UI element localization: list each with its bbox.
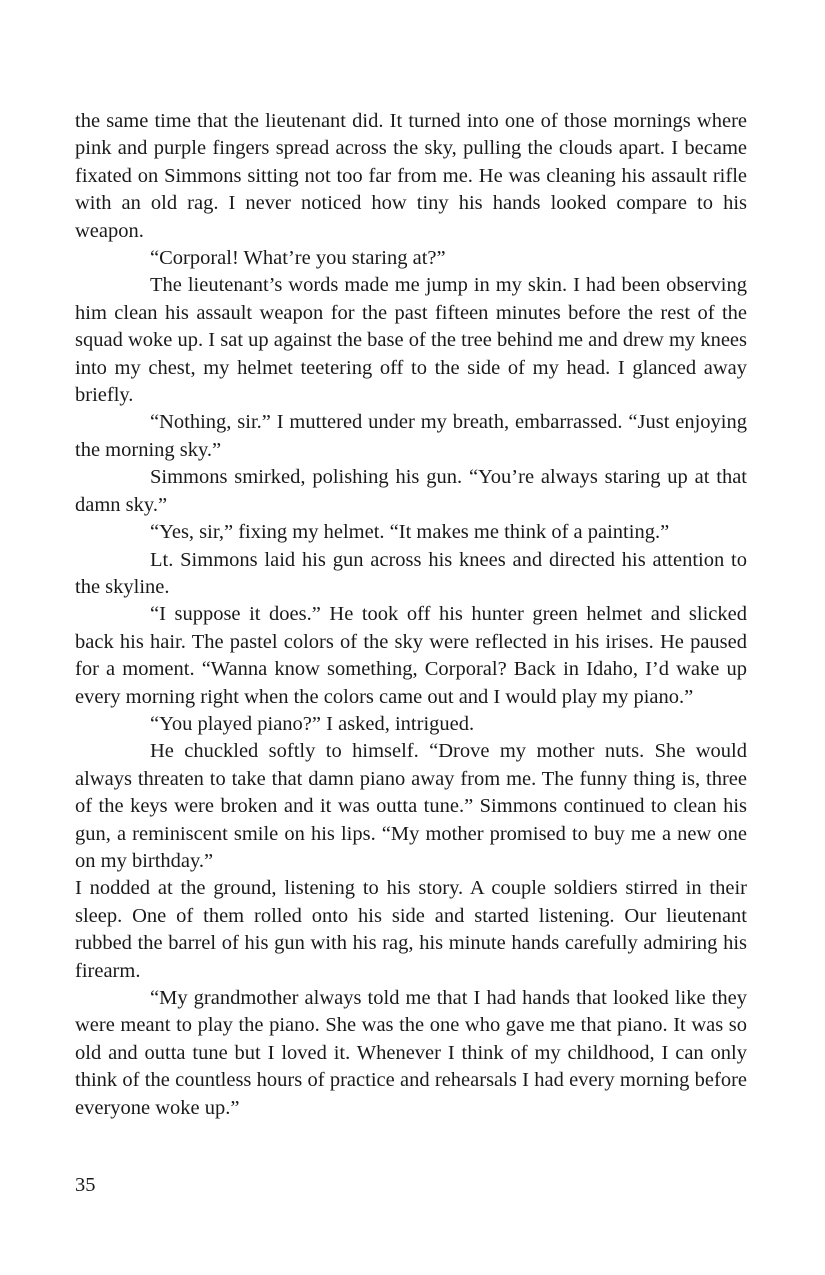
paragraph: The lieutenant’s words made me jump in my skin. I had been observing him clean his assault weapon for the past fifteen minutes before the rest of the squad woke up. I sat up against the base of the tree behind me and drew my knees into my chest, my helmet teetering off to the side of my head. I glanced away briefly. [75,274,747,407]
body-text [75,108,747,1122]
paragraph: the same time that the lieutenant did. It turned into one of those mornings where pink and purple fingers spread across the sky, pulling the clouds apart. I became fixated on Simmons sitting not too far from me. He was cleaning his assault rifle with an old rag. I never noticed how tiny his hands looked compare to his weapon. [75,110,747,242]
page-number: 35 [75,1174,96,1196]
paragraph: “I suppose it does.” He took off his hunter green helmet and slicked back his hair. The pastel colors of the sky were reflected in his irises. He paused for a moment. “Wanna know something, Corporal? Back in Idaho, I’d wake up every morning right when the colors came out and I would play my piano.” [75,603,747,708]
paragraph: “Yes, sir,” fixing my helmet. “It makes me think of a painting.” [150,521,670,544]
paragraph: Lt. Simmons laid his gun across his knees and directed his attention to the skyline. [75,548,747,598]
paragraph: Simmons smirked, polishing his gun. “You’re always staring up at that damn sky.” [75,466,747,516]
paragraph: He chuckled softly to himself. “Drove my mother nuts. She would always threaten to take that damn piano away from me. The funny thing is, three of the keys were broken and it was outta tune.” Simmons continued to clean his gun, a reminiscent smile on his lips. “My mother promised to buy me a new one on my birthday.” [75,740,747,872]
paragraph: “Corporal! What’re you staring at?” [150,247,446,270]
paragraph: “Nothing, sir.” I muttered under my breath, embarrassed. “Just enjoying the morning sky.” [75,411,747,461]
paragraph: “My grandmother always told me that I had hands that looked like they were meant to play the piano. She was the one who gave me that piano. It was so old and outta tune but I loved it. Whenever I think of my childhood, I can only think of the countless hours of practice and rehearsals I had every morning before everyone woke up.” [75,987,747,1119]
paragraph: “You played piano?” I asked, intrigued. [150,712,475,735]
paragraph: I nodded at the ground, listening to his story. A couple soldiers stirred in their sleep. One of them rolled onto his side and started listening. Our lieutenant rubbed the barrel of his gun with his rag, his minute hands carefully admiring his firearm. [75,877,747,982]
